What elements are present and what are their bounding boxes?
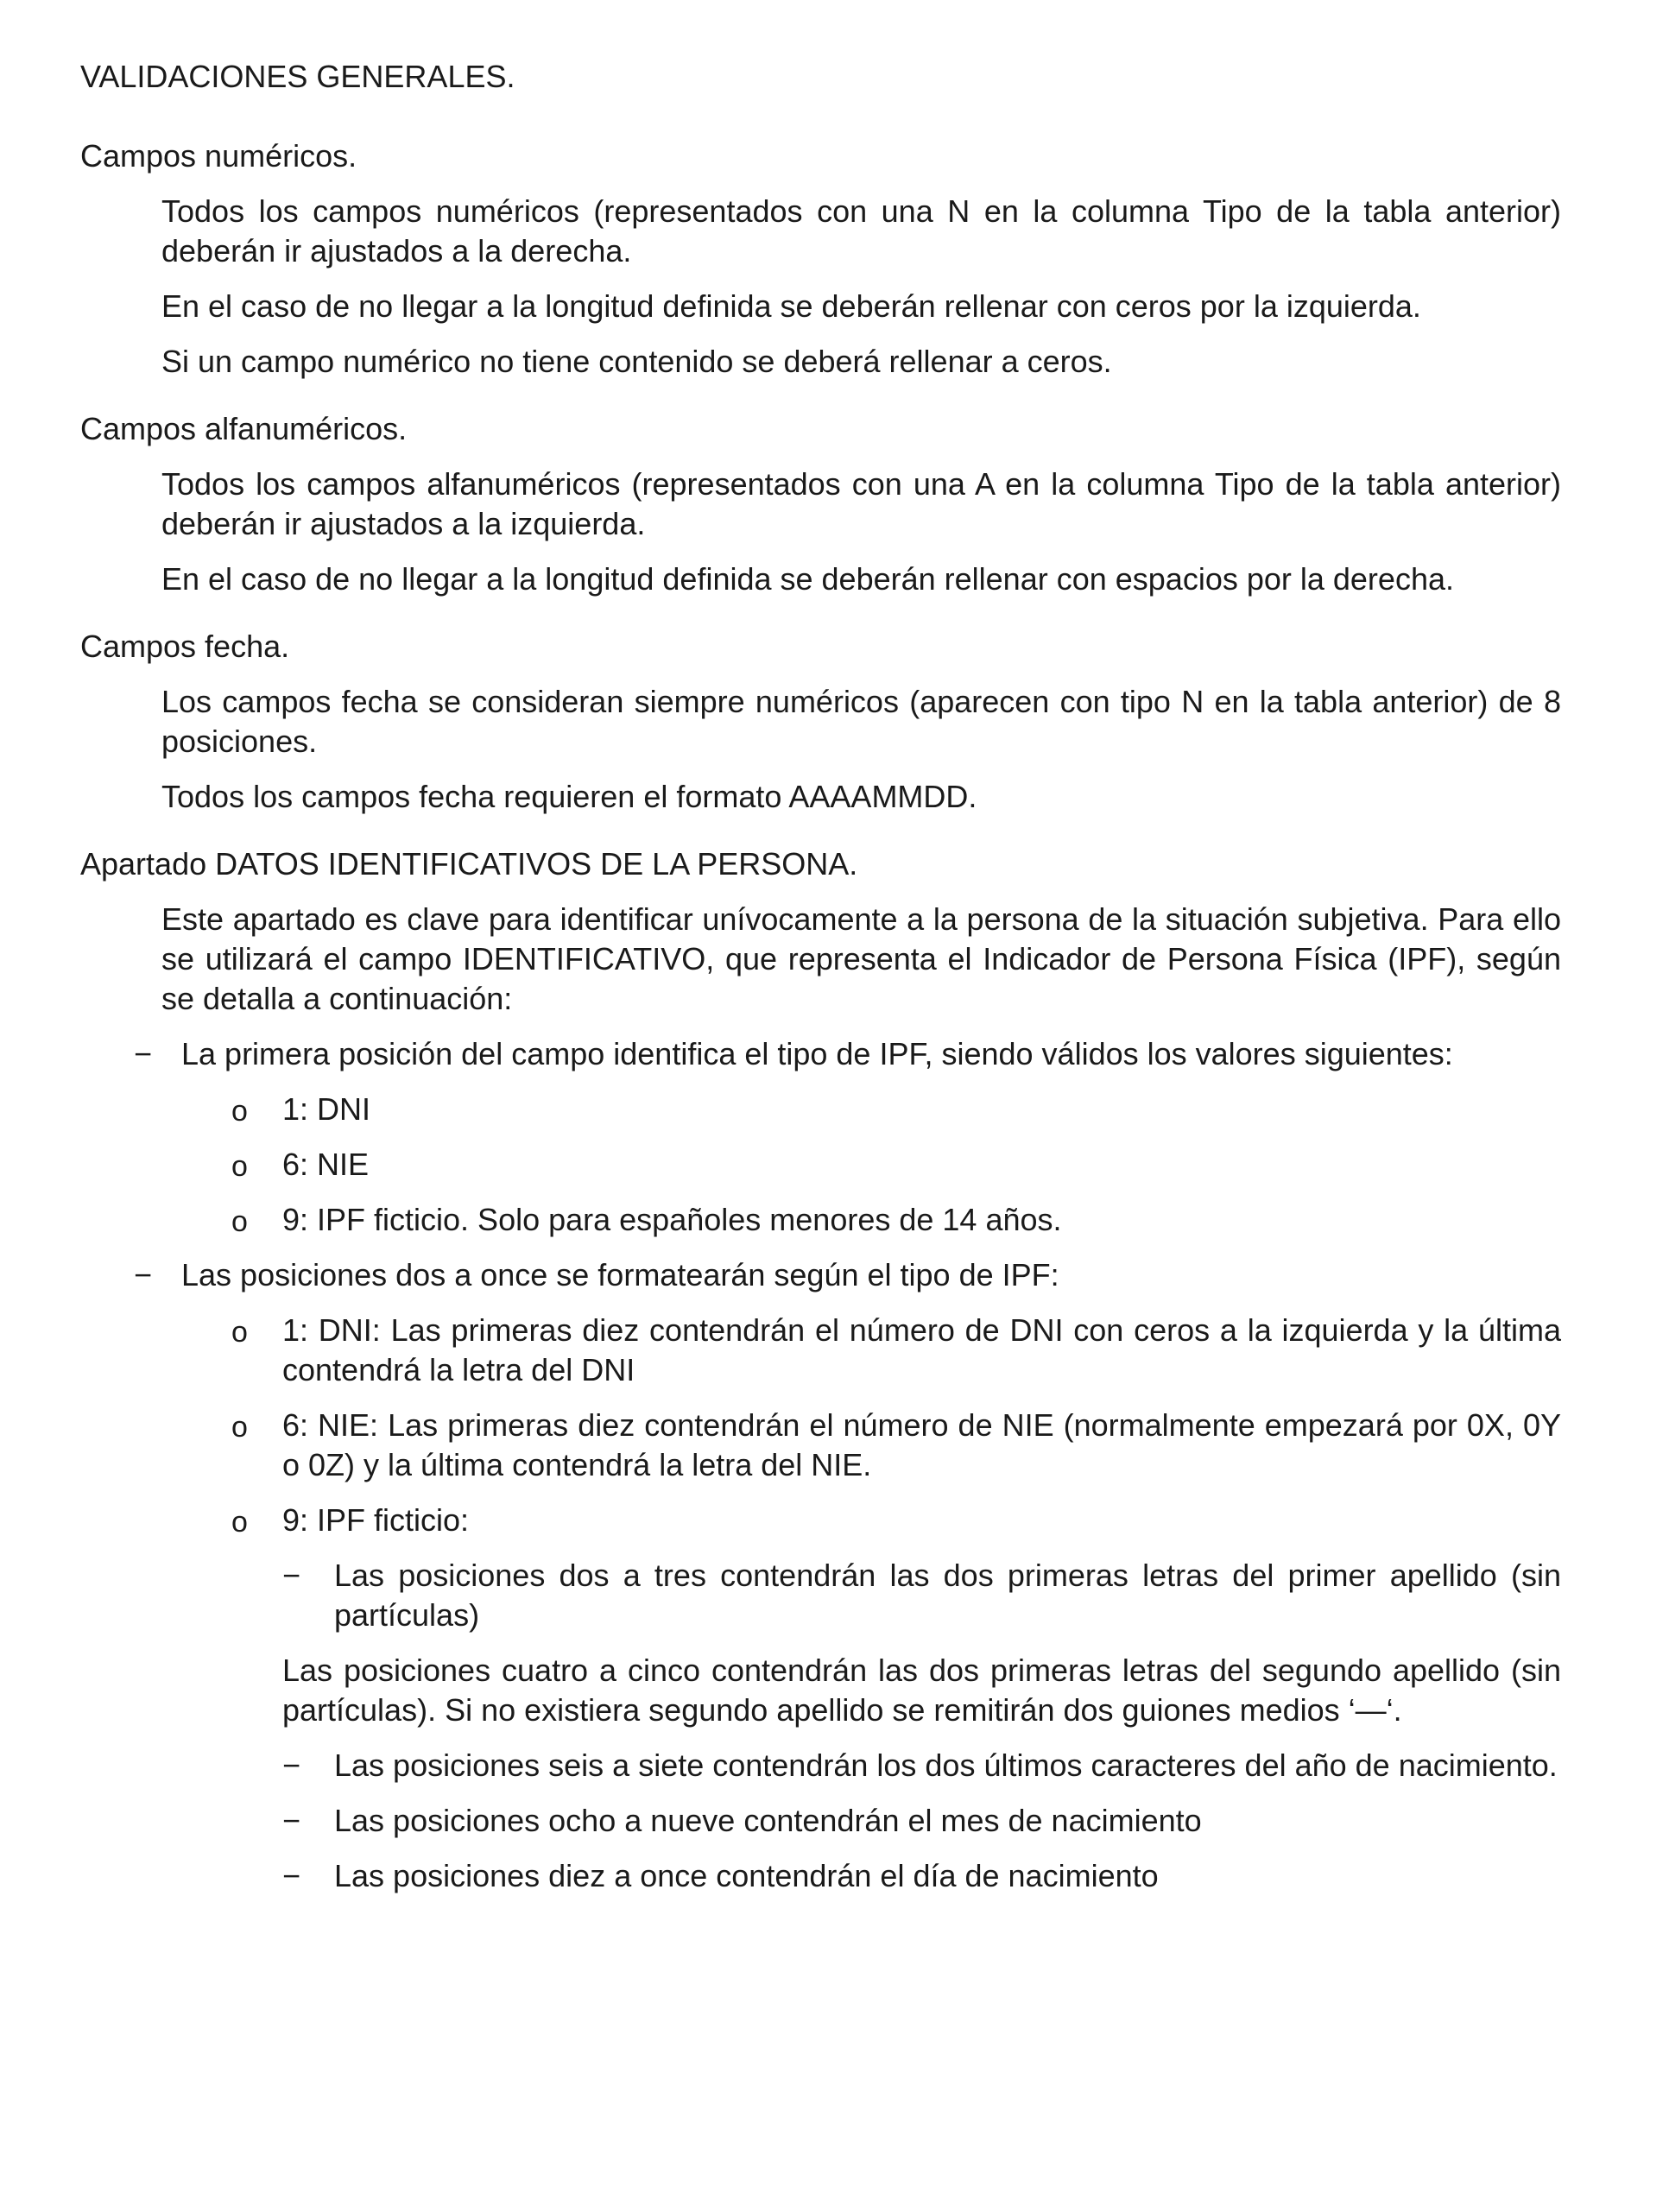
paragraph: En el caso de no llegar a la longitud definida se deberán rellenar con espacios por la derecha. — [161, 561, 1454, 597]
list-item — [181, 1200, 1561, 1240]
heading-fecha: Campos fecha. — [80, 629, 290, 664]
paragraph: Los campos fecha se consideran siempre numéricos (aparecen con tipo N en la tabla anterior) de 8 posiciones. — [161, 684, 1561, 759]
heading-numericos: Campos numéricos. — [80, 138, 357, 174]
circle-bullet: o — [231, 1150, 248, 1183]
list-item — [181, 1406, 1561, 1485]
dash-bullet: − — [134, 1036, 153, 1071]
dash-bullet: − — [282, 1858, 301, 1893]
list-item — [181, 1501, 1561, 1540]
dash-bullet: − — [282, 1747, 301, 1783]
list-item-text: 1: DNI — [282, 1091, 371, 1127]
list-item-text: Las posiciones ocho a nueve contendrán el mes de nacimiento — [334, 1803, 1202, 1838]
dash-bullet: − — [282, 1803, 301, 1838]
ipf-format-list — [181, 1311, 1561, 1540]
list-item — [282, 1856, 1561, 1896]
list-item-text: 9: IPF ficticio: — [282, 1502, 470, 1538]
paragraph: Las posiciones cuatro a cinco contendrán las dos primeras letras del segundo apellido (sin partículas). Si no existiera segundo apellido se remitirán dos guiones medios ‘—‘. — [282, 1653, 1561, 1728]
circle-bullet: o — [231, 1411, 248, 1444]
list-item-text: 9: IPF ficticio. Solo para españoles menores de 14 años. — [282, 1202, 1062, 1237]
ipf-type-list — [181, 1090, 1561, 1240]
list-item-text: Las posiciones dos a once se formatearán según el tipo de IPF: — [181, 1257, 1059, 1292]
alfanumericos-block — [161, 465, 1561, 599]
document-page — [80, 57, 1561, 1912]
fecha-block — [161, 682, 1561, 817]
paragraph: Si un campo numérico no tiene contenido se deberá rellenar a ceros. — [161, 344, 1112, 379]
list-item-text: 6: NIE: Las primeras diez contendrán el número de NIE (normalmente empezará por 0X, 0Y o 0Z) y la última contendrá la letra del NIE. — [282, 1407, 1561, 1482]
list-item — [181, 1145, 1561, 1185]
list-item-text: 6: NIE — [282, 1147, 370, 1182]
heading-identificativos: Apartado DATOS IDENTIFICATIVOS DE LA PERSONA. — [80, 846, 858, 882]
list-item — [80, 1034, 1561, 1074]
circle-bullet: o — [231, 1506, 248, 1539]
dash-bullet: − — [282, 1558, 301, 1593]
list-item — [282, 1801, 1561, 1841]
list-item-text: Las posiciones diez a once contendrán el día de nacimiento — [334, 1858, 1159, 1893]
list-item-text: Las posiciones seis a siete contendrán los dos últimos caracteres del año de nacimiento. — [334, 1747, 1558, 1783]
paragraph: Todos los campos alfanuméricos (representados con una A en la columna Tipo de la tabla anterior) deberán ir ajustados a la izquierda. — [161, 466, 1561, 541]
list-item-text: Las posiciones dos a tres contendrán las dos primeras letras del primer apellido (sin partículas) — [334, 1558, 1561, 1633]
list-item — [282, 1746, 1561, 1785]
paragraph: Todos los campos numéricos (representados con una N en la columna Tipo de la tabla anterior) deberán ir ajustados a la derecha. — [161, 193, 1561, 269]
numericos-block — [161, 192, 1561, 382]
paragraph: En el caso de no llegar a la longitud definida se deberán rellenar con ceros por la izquierda. — [161, 288, 1421, 324]
circle-bullet: o — [231, 1205, 248, 1238]
circle-bullet: o — [231, 1095, 248, 1128]
list-item-text: 1: DNI: Las primeras diez contendrán el número de DNI con ceros a la izquierda y la última contendrá la letra del DNI — [282, 1312, 1561, 1387]
heading-alfanumericos: Campos alfanuméricos. — [80, 411, 408, 446]
identificativos-block — [161, 900, 1561, 1019]
circle-bullet: o — [231, 1316, 248, 1349]
list-item — [282, 1556, 1561, 1635]
dash-bullet: − — [134, 1257, 153, 1292]
paragraph: Este apartado es clave para identificar unívocamente a la persona de la situación subjetiva. Para ello se utilizará el campo IDENTIFICATIVO, que representa el Indicador de Persona Física (IPF), según se detalla a continuación: — [161, 901, 1561, 1016]
list-item — [181, 1090, 1561, 1129]
list-item — [80, 1255, 1561, 1295]
paragraph: Todos los campos fecha requieren el formato AAAAMMDD. — [161, 779, 977, 814]
list-item-text: La primera posición del campo identifica el tipo de IPF, siendo válidos los valores siguientes: — [181, 1036, 1453, 1071]
document-title: VALIDACIONES GENERALES. — [80, 59, 515, 94]
list-item — [181, 1311, 1561, 1390]
ficticio-detail-list — [282, 1556, 1561, 1896]
